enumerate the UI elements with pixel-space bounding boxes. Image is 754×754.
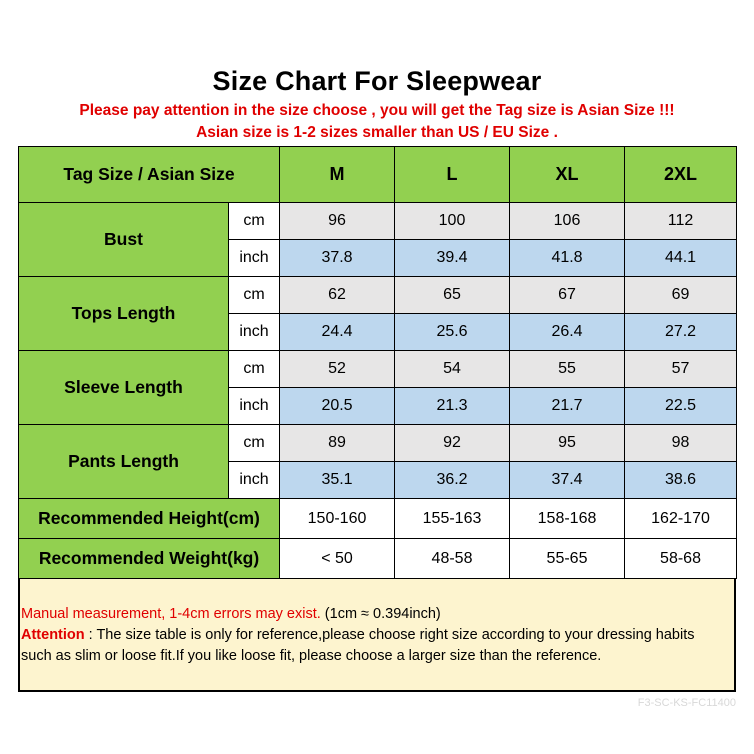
product-code: F3-SC-KS-FC11400 bbox=[637, 697, 736, 709]
table-row bbox=[19, 425, 737, 462]
unit-cm: cm bbox=[229, 425, 280, 462]
table-cell: 69 bbox=[625, 277, 737, 314]
unit-cm: cm bbox=[229, 277, 280, 314]
size-header-m: M bbox=[280, 147, 395, 203]
table-cell: 65 bbox=[395, 277, 510, 314]
attention-text: : The size table is only for reference,please choose right size according to your dressing habits such as slim or loose fit.If you like loose fit, please choose a larger size than the reference. bbox=[21, 627, 695, 664]
conversion-note: (1cm ≈ 0.394inch) bbox=[324, 606, 441, 622]
table-cell: 21.7 bbox=[510, 388, 625, 425]
attention-label: Attention bbox=[21, 627, 85, 643]
tops-length-label: Tops Length bbox=[19, 277, 229, 351]
table-cell: 100 bbox=[395, 203, 510, 240]
table-row bbox=[19, 351, 737, 388]
measurement-error-note: Manual measurement, 1-4cm errors may exist. bbox=[21, 606, 321, 622]
table-cell: 158-168 bbox=[510, 499, 625, 539]
table-cell: 37.4 bbox=[510, 462, 625, 499]
tag-size-header: Tag Size / Asian Size bbox=[19, 147, 280, 203]
table-cell: 89 bbox=[280, 425, 395, 462]
table-cell: 39.4 bbox=[395, 240, 510, 277]
unit-inch: inch bbox=[229, 388, 280, 425]
size-table bbox=[18, 146, 737, 579]
table-row bbox=[19, 277, 737, 314]
table-cell: 57 bbox=[625, 351, 737, 388]
table-cell: 95 bbox=[510, 425, 625, 462]
table-cell: 62 bbox=[280, 277, 395, 314]
table-cell: 22.5 bbox=[625, 388, 737, 425]
table-cell: 36.2 bbox=[395, 462, 510, 499]
size-difference-notice: Asian size is 1-2 sizes smaller than US / EU Size . bbox=[196, 124, 558, 141]
table-cell: 41.8 bbox=[510, 240, 625, 277]
notes-section bbox=[21, 604, 721, 667]
table-cell: 98 bbox=[625, 425, 737, 462]
table-cell: 24.4 bbox=[280, 314, 395, 351]
unit-inch: inch bbox=[229, 462, 280, 499]
size-header-l: L bbox=[395, 147, 510, 203]
table-cell: 21.3 bbox=[395, 388, 510, 425]
unit-inch: inch bbox=[229, 240, 280, 277]
table-cell: 20.5 bbox=[280, 388, 395, 425]
table-cell: 26.4 bbox=[510, 314, 625, 351]
unit-cm: cm bbox=[229, 203, 280, 240]
table-cell: 55 bbox=[510, 351, 625, 388]
table-row bbox=[19, 203, 737, 240]
table-cell: 54 bbox=[395, 351, 510, 388]
table-cell: 48-58 bbox=[395, 539, 510, 579]
table-cell: 106 bbox=[510, 203, 625, 240]
sleeve-length-label: Sleeve Length bbox=[19, 351, 229, 425]
table-cell: 55-65 bbox=[510, 539, 625, 579]
recommended-weight-row bbox=[19, 539, 737, 579]
table-cell: 27.2 bbox=[625, 314, 737, 351]
recommended-weight-label: Recommended Weight(kg) bbox=[19, 539, 280, 579]
table-cell: 112 bbox=[625, 203, 737, 240]
table-cell: 25.6 bbox=[395, 314, 510, 351]
size-header-2xl: 2XL bbox=[625, 147, 737, 203]
table-cell: 67 bbox=[510, 277, 625, 314]
page-title: Size Chart For Sleepwear bbox=[212, 66, 542, 96]
table-cell: 44.1 bbox=[625, 240, 737, 277]
table-cell: 162-170 bbox=[625, 499, 737, 539]
size-header-row bbox=[19, 147, 737, 203]
table-cell: 38.6 bbox=[625, 462, 737, 499]
size-header-xl: XL bbox=[510, 147, 625, 203]
recommended-height-label: Recommended Height(cm) bbox=[19, 499, 280, 539]
measurement-note bbox=[21, 604, 721, 625]
table-cell: 155-163 bbox=[395, 499, 510, 539]
table-cell: < 50 bbox=[280, 539, 395, 579]
unit-inch: inch bbox=[229, 314, 280, 351]
table-cell: 58-68 bbox=[625, 539, 737, 579]
recommended-height-row bbox=[19, 499, 737, 539]
table-cell: 96 bbox=[280, 203, 395, 240]
table-cell: 150-160 bbox=[280, 499, 395, 539]
table-cell: 52 bbox=[280, 351, 395, 388]
table-cell: 37.8 bbox=[280, 240, 395, 277]
bust-label: Bust bbox=[19, 203, 229, 277]
table-cell: 92 bbox=[395, 425, 510, 462]
table-cell: 35.1 bbox=[280, 462, 395, 499]
asian-size-notice: Please pay attention in the size choose , you will get the Tag size is Asian Size !!! bbox=[79, 102, 675, 119]
unit-cm: cm bbox=[229, 351, 280, 388]
pants-length-label: Pants Length bbox=[19, 425, 229, 499]
attention-note bbox=[21, 625, 721, 667]
